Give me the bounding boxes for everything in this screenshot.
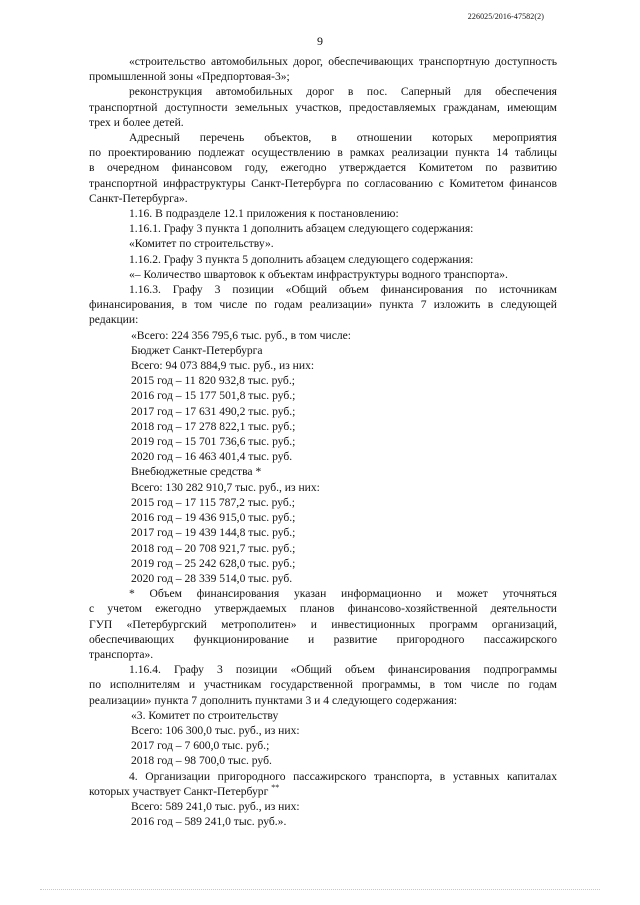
- text-line-content: в очередном финансовом году, ежегодно утверждается Комитетом по развитию: [89, 161, 557, 175]
- text-line-content: * Объем финансирования указан информационно и может уточняться: [129, 587, 557, 601]
- text-line: [89, 130, 557, 145]
- text-line: [89, 480, 557, 495]
- text-line: [89, 312, 557, 327]
- text-line-content: 2020 год – 28 339 514,0 тыс. руб.: [131, 571, 293, 585]
- text-line: [89, 632, 557, 647]
- text-line: [89, 662, 557, 677]
- text-line-content: Санкт-Петербурга».: [89, 191, 188, 205]
- scan-artifact-divider: [40, 889, 600, 891]
- text-line-content: финансирования, в том числе по годам реализации» пункта 7 изложить в следующей: [89, 298, 557, 312]
- text-line-content: Всего: 130 282 910,7 тыс. руб., из них:: [131, 480, 320, 494]
- text-line-content: 1.16.4. Графу 3 позиции «Общий объем финансирования подпрограммы: [129, 663, 557, 677]
- text-line: [89, 252, 557, 267]
- text-line-content: 2017 год – 19 439 144,8 тыс. руб.;: [131, 526, 296, 540]
- text-line-content: 1.16.3. Графу 3 позиции «Общий объем финансирования по источникам: [129, 283, 557, 297]
- page-number: 9: [317, 34, 323, 48]
- text-line: [89, 236, 557, 251]
- text-line-content: 1.16.1. Графу 3 пункта 1 дополнить абзацем следующего содержания:: [129, 222, 474, 236]
- text-line-content: обеспечивающих функционирование и развитие пригородного пассажирского: [89, 632, 557, 646]
- text-line: [89, 738, 557, 753]
- text-line-content: промышленной зоны «Предпортовая-3»;: [89, 70, 290, 84]
- text-line-content: 2019 год – 25 242 628,0 тыс. руб.;: [131, 556, 296, 570]
- text-line: [89, 115, 557, 130]
- text-line-content: 2015 год – 17 115 787,2 тыс. руб.;: [131, 495, 295, 509]
- text-line: [89, 145, 557, 160]
- text-line: [89, 328, 557, 343]
- text-line-content: реализации» пункта 7 дополнить пунктами 3 и 4 следующего содержания:: [89, 693, 458, 707]
- text-line-content: 2016 год – 15 177 501,8 тыс. руб.;: [131, 389, 296, 403]
- text-line: [89, 525, 557, 540]
- text-line: [89, 282, 557, 297]
- text-line: [89, 814, 557, 829]
- text-line-content: Внебюджетные средства *: [131, 465, 262, 479]
- text-line: [89, 343, 557, 358]
- text-line: [89, 69, 557, 84]
- text-line-content: ГУП «Петербургский метрополитен» и инвестиционных программ организаций,: [89, 617, 557, 631]
- text-line-content: 2018 год – 20 708 921,7 тыс. руб.;: [131, 541, 296, 555]
- text-line-content: Всего: 106 300,0 тыс. руб., из них:: [131, 723, 300, 737]
- text-line: [89, 769, 557, 784]
- text-line-content: 1.16. В подразделе 12.1 приложения к постановлению:: [129, 207, 399, 221]
- text-line: [89, 784, 557, 799]
- text-line: [89, 434, 557, 449]
- text-line-content: по исполнителям и участникам государственной программы, в том числе по годам: [89, 678, 557, 692]
- text-line: [89, 206, 557, 221]
- text-line: [89, 647, 557, 662]
- text-line: [89, 571, 557, 586]
- text-line: [89, 708, 557, 723]
- text-line-content: транспортной доступности земельных участков, предоставляемых гражданам, имеющим: [89, 100, 557, 114]
- text-line-content: «Комитет по строительству».: [129, 237, 274, 251]
- text-line: [89, 54, 557, 69]
- text-line: [89, 601, 557, 616]
- text-line-content: «3. Комитет по строительству: [131, 708, 279, 722]
- text-line-content: 2017 год – 7 600,0 тыс. руб.;: [131, 739, 270, 753]
- text-line-content: Адресный перечень объектов, в отношении которых мероприятия: [129, 131, 557, 145]
- text-line: [89, 267, 557, 282]
- text-line-content: которых участвует Санкт-Петербург: [89, 784, 269, 798]
- footnote-marker: **: [271, 782, 280, 792]
- text-line-content: «Всего: 224 356 795,6 тыс. руб., в том числе:: [131, 328, 352, 342]
- text-line: [89, 449, 557, 464]
- text-line-content: 2018 год – 98 700,0 тыс. руб.: [131, 754, 272, 768]
- text-line: [89, 617, 557, 632]
- text-line-content: 2016 год – 589 241,0 тыс. руб.».: [131, 815, 287, 829]
- text-line-content: реконструкция автомобильных дорог в пос. Саперный для обеспечения: [129, 85, 557, 99]
- text-line-content: по проектированию подлежат осуществлению в рамках реализации пункта 14 таблицы: [89, 146, 557, 160]
- text-line-content: Бюджет Санкт-Петербурга: [131, 343, 263, 357]
- text-line-content: транспорта».: [89, 647, 154, 661]
- text-line: [89, 693, 557, 708]
- text-line: [89, 221, 557, 236]
- text-line-content: 2016 год – 19 436 915,0 тыс. руб.;: [131, 511, 296, 525]
- text-line-content: «– Количество швартовок к объектам инфраструктуры водного транспорта».: [129, 267, 508, 281]
- text-line-content: 2017 год – 17 631 490,2 тыс. руб.;: [131, 404, 296, 418]
- text-line-content: трех и более детей.: [89, 115, 184, 129]
- text-line-content: 2018 год – 17 278 822,1 тыс. руб.;: [131, 419, 296, 433]
- text-line: [89, 586, 557, 601]
- document-body: [89, 54, 557, 829]
- text-line: [89, 753, 557, 768]
- text-line: [89, 464, 557, 479]
- text-line: [89, 388, 557, 403]
- document-id: 226025/2016-47582(2): [467, 12, 544, 21]
- text-line: [89, 160, 557, 175]
- text-line-content: Всего: 589 241,0 тыс. руб., из них:: [131, 799, 300, 813]
- text-line-content: с учетом ежегодно утверждаемых планов финансово-хозяйственной деятельности: [89, 602, 557, 616]
- text-line-content: редакции:: [89, 313, 139, 327]
- text-line: [89, 510, 557, 525]
- text-line: [89, 495, 557, 510]
- text-line-content: 2015 год – 11 820 932,8 тыс. руб.;: [131, 374, 295, 388]
- text-line-content: транспортной инфраструктуры Санкт-Петербурга по согласованию с Комитетом финансов: [89, 176, 557, 190]
- text-line: [89, 723, 557, 738]
- text-line-content: 4. Организации пригородного пассажирского транспорта, в уставных капиталах: [129, 769, 557, 783]
- text-line: [89, 84, 557, 99]
- text-line: [89, 556, 557, 571]
- text-line: [89, 176, 557, 191]
- text-line: [89, 297, 557, 312]
- text-line-content: 1.16.2. Графу 3 пункта 5 дополнить абзацем следующего содержания:: [129, 252, 474, 266]
- text-line-content: Всего: 94 073 884,9 тыс. руб., из них:: [131, 359, 315, 373]
- text-line: [89, 799, 557, 814]
- text-line: [89, 419, 557, 434]
- text-line: [89, 677, 557, 692]
- text-line-content: 2019 год – 15 701 736,6 тыс. руб.;: [131, 435, 296, 449]
- text-line: [89, 358, 557, 373]
- text-line-content: «строительство автомобильных дорог, обеспечивающих транспортную доступность: [129, 55, 557, 68]
- text-line: [89, 100, 557, 115]
- text-line: [89, 191, 557, 206]
- text-line-content: 2020 год – 16 463 401,4 тыс. руб.: [131, 450, 293, 464]
- text-line: [89, 404, 557, 419]
- text-line: [89, 373, 557, 388]
- text-line: [89, 541, 557, 556]
